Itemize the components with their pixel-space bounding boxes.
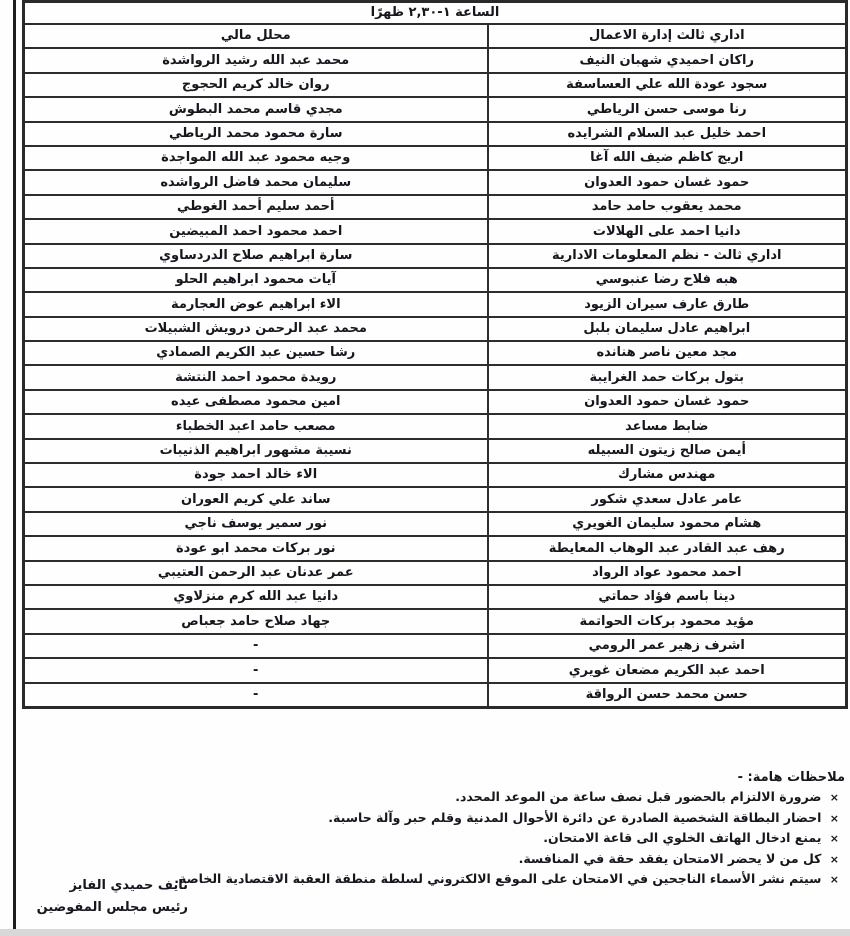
table-row <box>24 24 847 48</box>
notes-title: ملاحظات هامة: - <box>737 770 845 785</box>
cross-bullet-icon: × <box>829 811 839 825</box>
name-cell-left: محمد عبد الرحمن درويش الشبيلات <box>24 317 488 341</box>
table-row <box>24 561 847 585</box>
table-row <box>24 292 847 316</box>
name-cell-right: مجد معين ناصر هنانده <box>488 341 847 365</box>
name-cell-left: روان خالد كريم الحجوج <box>24 73 488 97</box>
name-cell-right: اداري ثالث إدارة الاعمال <box>488 24 847 48</box>
table-row <box>24 48 847 72</box>
name-cell-right: أيمن صالح زيتون السبيله <box>488 439 847 463</box>
name-cell-left: سارة ابراهيم صلاح الدردساوي <box>24 244 488 268</box>
name-cell-left: نور بركات محمد ابو عودة <box>24 536 488 560</box>
name-cell-right: ابراهيم عادل سليمان بلبل <box>488 317 847 341</box>
table-row <box>24 317 847 341</box>
name-cell-right: دانيا احمد على الهلالات <box>488 219 847 243</box>
table-row <box>24 365 847 389</box>
table-row <box>24 244 847 268</box>
name-cell-left: محلل مالي <box>24 24 488 48</box>
table-row <box>24 512 847 536</box>
table-row <box>24 634 847 658</box>
name-cell-left: الاء خالد احمد جودة <box>24 463 488 487</box>
note-item: × ضرورة الالتزام بالحضور قبل نصف ساعة من الموعد المحدد. <box>455 789 839 804</box>
name-cell-right: بتول بركات حمد الغرايبة <box>488 365 847 389</box>
name-cell-right: سجود عودة الله علي العساسفة <box>488 73 847 97</box>
name-cell-left: محمد عبد الله رشيد الرواشدة <box>24 48 488 72</box>
table-row <box>24 170 847 194</box>
name-cell-right: طارق عارف سيران الزيود <box>488 292 847 316</box>
note-item: × احضار البطاقة الشخصية الصادرة عن دائرة الأحوال المدنية وقلم حبر وآلة حاسبة. <box>328 809 839 825</box>
name-cell-left: نسيبة مشهور ابراهيم الذنيبات <box>24 439 488 463</box>
name-cell-right: هبه فلاح رضا عنبوسي <box>488 268 847 292</box>
table-body <box>24 24 847 707</box>
name-cell-right: حمود غسان حمود العدوان <box>488 170 847 194</box>
notes-list <box>22 787 845 890</box>
name-cell-right: احمد محمود عواد الرواد <box>488 561 847 585</box>
table-row <box>24 609 847 633</box>
table-row <box>24 585 847 609</box>
name-cell-left: رشا حسين عبد الكريم الصمادي <box>24 341 488 365</box>
name-cell-right: اداري ثالث - نظم المعلومات الادارية <box>488 244 847 268</box>
table-row <box>24 658 847 682</box>
table-row <box>24 414 847 438</box>
name-cell-right: عامر عادل سعدي شكور <box>488 487 847 511</box>
name-cell-left: آيات محمود ابراهيم الحلو <box>24 268 488 292</box>
table-row <box>24 341 847 365</box>
exam-schedule-table <box>22 0 848 709</box>
cross-bullet-icon: × <box>829 873 839 886</box>
name-cell-left: - <box>24 634 488 658</box>
name-cell-right: مؤيد محمود بركات الحواتمة <box>488 609 847 633</box>
table-row <box>24 195 847 219</box>
name-cell-left: الاء ابراهيم عوض العجارمة <box>24 292 488 316</box>
table-row <box>24 73 847 97</box>
table-row <box>24 390 847 414</box>
cross-bullet-icon: × <box>829 852 839 866</box>
name-cell-right: رنا موسى حسن الرياطي <box>488 97 847 121</box>
name-cell-left: - <box>24 683 488 708</box>
name-cell-left: نور سمير يوسف ناجي <box>24 512 488 536</box>
name-cell-left: امين محمود مصطفى عيده <box>24 390 488 414</box>
name-cell-left: أحمد سليم أحمد الغوطي <box>24 195 488 219</box>
table-row <box>24 122 847 146</box>
table-header-row <box>24 2 847 25</box>
table-row <box>24 219 847 243</box>
name-cell-right: دينا باسم فؤاد حماتي <box>488 585 847 609</box>
note-item: × كل من لا يحضر الامتحان يفقد حقة في المنافسة. <box>518 850 839 866</box>
note-item: × يمنع ادخال الهاتف الخلوي الى قاعة الامتحان. <box>543 830 839 845</box>
name-cell-left: سليمان محمد فاضل الرواشده <box>24 170 488 194</box>
name-cell-left: احمد محمود احمد المبيضين <box>24 219 488 243</box>
name-cell-right: مهندس مشارك <box>488 463 847 487</box>
name-cell-left: ساند علي كريم العوران <box>24 487 488 511</box>
name-cell-left: وجيه محمود عبد الله المواجدة <box>24 146 488 170</box>
table-row <box>24 97 847 121</box>
name-cell-right: احمد عبد الكريم مضعان غويري <box>488 658 847 682</box>
signature-name: نايف حميدي الفايز <box>69 878 188 893</box>
name-cell-right: اشرف زهير عمر الرومي <box>488 634 847 658</box>
name-cell-right: حسن محمد حسن الرواقة <box>488 683 847 708</box>
cross-bullet-icon: × <box>829 832 839 845</box>
table-row <box>24 536 847 560</box>
name-cell-left: عمر عدنان عبد الرحمن العتيبي <box>24 561 488 585</box>
name-cell-right: اريج كاظم ضيف الله آغا <box>488 146 847 170</box>
name-cell-right: محمد يعقوب حامد حامد <box>488 195 847 219</box>
name-cell-left: جهاد صلاح حامد جعباص <box>24 609 488 633</box>
table-row <box>24 463 847 487</box>
name-cell-right: رهف عبد القادر عبد الوهاب المعايطة <box>488 536 847 560</box>
name-cell-left: - <box>24 658 488 682</box>
note-item: × سيتم نشر الأسماء الناجحين في الامتحان على الموقع الالكتروني لسلطة منطقة العقبة الاقتصادية الخاصة. <box>174 871 839 886</box>
name-cell-right: حمود غسان حمود العدوان <box>488 390 847 414</box>
name-cell-right: هشام محمود سليمان الغويري <box>488 512 847 536</box>
name-cell-left: رويدة محمود احمد النتشة <box>24 365 488 389</box>
signature-title: رئيس مجلس المفوضين <box>36 900 188 915</box>
table-row <box>24 146 847 170</box>
name-cell-right: راكان احميدي شهبان النيف <box>488 48 847 72</box>
notes-section <box>22 769 845 890</box>
table-row <box>24 683 847 708</box>
name-cell-left: دانيا عبد الله كرم منزلاوي <box>24 585 488 609</box>
scan-bottom-edge <box>0 929 850 936</box>
name-cell-left: مجدي قاسم محمد البطوش <box>24 97 488 121</box>
table-row <box>24 439 847 463</box>
table-row <box>24 268 847 292</box>
name-cell-right: احمد خليل عبد السلام الشرايده <box>488 122 847 146</box>
session-time-header: الساعة ١-٢,٣٠ ظهرًا <box>24 2 847 25</box>
name-cell-left: سارة محمود محمد الرياطي <box>24 122 488 146</box>
left-frame-line <box>13 0 16 936</box>
name-cell-left: مصعب حامد اعبد الخطباء <box>24 414 488 438</box>
table-row <box>24 487 847 511</box>
name-cell-right: ضابط مساعد <box>488 414 847 438</box>
cross-bullet-icon: × <box>829 791 839 804</box>
signature-block <box>18 876 188 920</box>
